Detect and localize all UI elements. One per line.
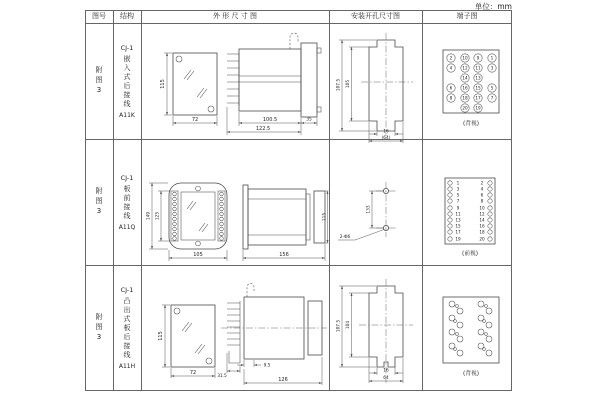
side-view	[243, 185, 328, 249]
svg-text:35: 35	[306, 117, 312, 123]
svg-text:1: 1	[490, 55, 494, 61]
terminal-circles	[447, 54, 496, 112]
svg-text:115: 115	[322, 212, 328, 222]
svg-text:3: 3	[456, 186, 460, 192]
terminal-diagram-row2	[422, 139, 512, 265]
svg-text:5: 5	[456, 192, 460, 198]
dim-cutout-height	[336, 40, 377, 131]
svg-text:17: 17	[475, 95, 481, 101]
outline-drawing-row1	[141, 23, 329, 139]
svg-text:2: 2	[480, 180, 484, 186]
svg-text:15: 15	[475, 85, 481, 91]
dim-cutout-height	[336, 286, 377, 367]
fig-no-row2	[85, 139, 113, 265]
svg-text:64: 64	[383, 376, 389, 381]
svg-text:20: 20	[462, 105, 468, 111]
svg-text:122.5: 122.5	[255, 126, 271, 132]
fig-no-row1	[85, 23, 113, 139]
svg-text:6: 6	[480, 192, 484, 198]
dim-flange-depth	[301, 117, 317, 127]
svg-text:100.5: 100.5	[262, 117, 278, 123]
dim-front-width	[171, 368, 215, 378]
model-label: A11H	[118, 363, 136, 370]
svg-text:16: 16	[383, 129, 389, 135]
front-view	[169, 183, 227, 249]
unit-label: 单位：mm	[474, 2, 512, 11]
structure-label: 板前接线	[123, 184, 131, 221]
svg-text:2-Φ6: 2-Φ6	[339, 235, 351, 240]
svg-text:14: 14	[462, 75, 468, 81]
terminal-diagram-row3	[422, 265, 512, 391]
structure-label: 凸出式板后接线	[123, 297, 131, 360]
svg-text:126: 126	[278, 377, 288, 383]
svg-text:19: 19	[475, 105, 481, 111]
header-install: 安装开孔尺寸图	[351, 12, 400, 20]
svg-text:9.5: 9.5	[263, 363, 271, 369]
terminal-plate	[445, 178, 495, 244]
svg-text:105: 105	[193, 252, 203, 258]
structure-row2	[113, 139, 141, 265]
side-view	[227, 33, 321, 117]
svg-text:13: 13	[475, 75, 481, 81]
series-label: CJ-1	[120, 173, 134, 182]
install-drawing-row1	[329, 23, 422, 139]
svg-text:14: 14	[479, 217, 485, 223]
svg-text:4: 4	[449, 65, 453, 71]
header-outline: 外 形 尺 寸 图	[213, 12, 257, 20]
model-label: A11K	[119, 111, 135, 119]
view-label: (背视)	[462, 371, 480, 377]
svg-text:115: 115	[158, 331, 164, 341]
svg-text:20: 20	[479, 236, 485, 242]
dim-hole-spacing	[366, 191, 384, 228]
svg-text:9: 9	[476, 55, 480, 61]
view-label: (背视)	[462, 121, 480, 127]
svg-text:18: 18	[479, 229, 485, 235]
svg-text:6: 6	[449, 85, 453, 91]
series-label: CJ-1	[120, 43, 134, 52]
svg-text:16: 16	[479, 223, 485, 229]
svg-text:133: 133	[366, 205, 372, 214]
dim-inner-height	[345, 47, 369, 121]
terminal-numbers-left	[455, 181, 461, 242]
install-drawing-row3	[329, 265, 422, 391]
svg-text:8: 8	[449, 95, 453, 101]
svg-text:2: 2	[449, 55, 453, 61]
svg-text:3: 3	[490, 65, 494, 71]
svg-text:107.5: 107.5	[336, 319, 342, 333]
svg-text:19: 19	[455, 236, 461, 242]
svg-text:7: 7	[490, 95, 494, 101]
svg-text:149: 149	[146, 211, 152, 221]
svg-text:12: 12	[462, 65, 468, 71]
svg-text:115: 115	[160, 79, 166, 89]
structure-row3	[113, 265, 141, 391]
model-label: A11Q	[118, 223, 136, 231]
svg-text:4: 4	[480, 186, 484, 192]
svg-text:11: 11	[475, 65, 481, 71]
svg-text:(64): (64)	[381, 136, 391, 141]
svg-text:5: 5	[490, 85, 494, 91]
dim-pin-length	[217, 353, 240, 379]
svg-text:1: 1	[456, 180, 460, 186]
svg-text:10: 10	[479, 205, 485, 211]
series-label: CJ-1	[120, 286, 134, 294]
hole-note	[338, 230, 384, 241]
fig-no-text: 附图3	[95, 186, 103, 218]
svg-text:104: 104	[346, 320, 351, 330]
header-fig-no: 图号	[92, 12, 106, 20]
front-view	[173, 53, 217, 115]
structure-row1	[113, 23, 141, 139]
dim-front-height	[160, 53, 172, 115]
fig-no-text: 附图3	[95, 65, 103, 97]
front-view	[171, 305, 215, 367]
svg-text:16: 16	[383, 368, 389, 374]
svg-text:11: 11	[455, 211, 461, 217]
header-structure: 结构	[120, 12, 134, 20]
side-view	[221, 284, 327, 364]
terminal-studs	[449, 301, 492, 356]
svg-text:105: 105	[346, 79, 351, 89]
svg-text:72: 72	[189, 370, 197, 376]
svg-text:16: 16	[462, 85, 468, 91]
dim-plate-width	[169, 250, 227, 261]
svg-text:156: 156	[279, 252, 289, 258]
dim-plate-height	[155, 191, 171, 241]
svg-text:8: 8	[480, 198, 484, 204]
svg-text:15: 15	[455, 223, 461, 229]
svg-text:10: 10	[462, 55, 468, 61]
structure-label: 嵌入式后接线	[123, 54, 131, 109]
svg-text:7: 7	[456, 198, 460, 204]
svg-text:18: 18	[462, 95, 468, 101]
dim-front-height	[158, 305, 170, 367]
dim-case-depth	[243, 244, 325, 261]
view-label: (前视)	[461, 251, 479, 257]
dim-front-width	[173, 116, 217, 126]
svg-text:17: 17	[455, 229, 461, 235]
fig-no-text: 附图3	[95, 312, 103, 344]
dim-slot-width	[369, 367, 403, 375]
svg-text:9: 9	[456, 205, 460, 211]
svg-text:125: 125	[155, 211, 161, 221]
outline-drawing-row3	[141, 265, 329, 391]
dim-case-depth	[239, 112, 301, 126]
terminal-diagram-row1	[422, 23, 512, 139]
terminal-numbers-right	[479, 181, 485, 242]
svg-text:107.5: 107.5	[336, 78, 342, 92]
header-terminal: 端子图	[456, 12, 478, 20]
dim-case-depth	[244, 357, 322, 385]
install-drawing-row2	[329, 139, 422, 265]
dim-pin-offset	[237, 360, 271, 369]
svg-text:13: 13	[455, 217, 461, 223]
svg-text:31.5: 31.5	[217, 374, 227, 379]
svg-text:72: 72	[191, 117, 199, 123]
outline-drawing-row2	[141, 139, 329, 265]
fig-no-row3	[85, 265, 113, 391]
svg-text:12: 12	[479, 211, 485, 217]
